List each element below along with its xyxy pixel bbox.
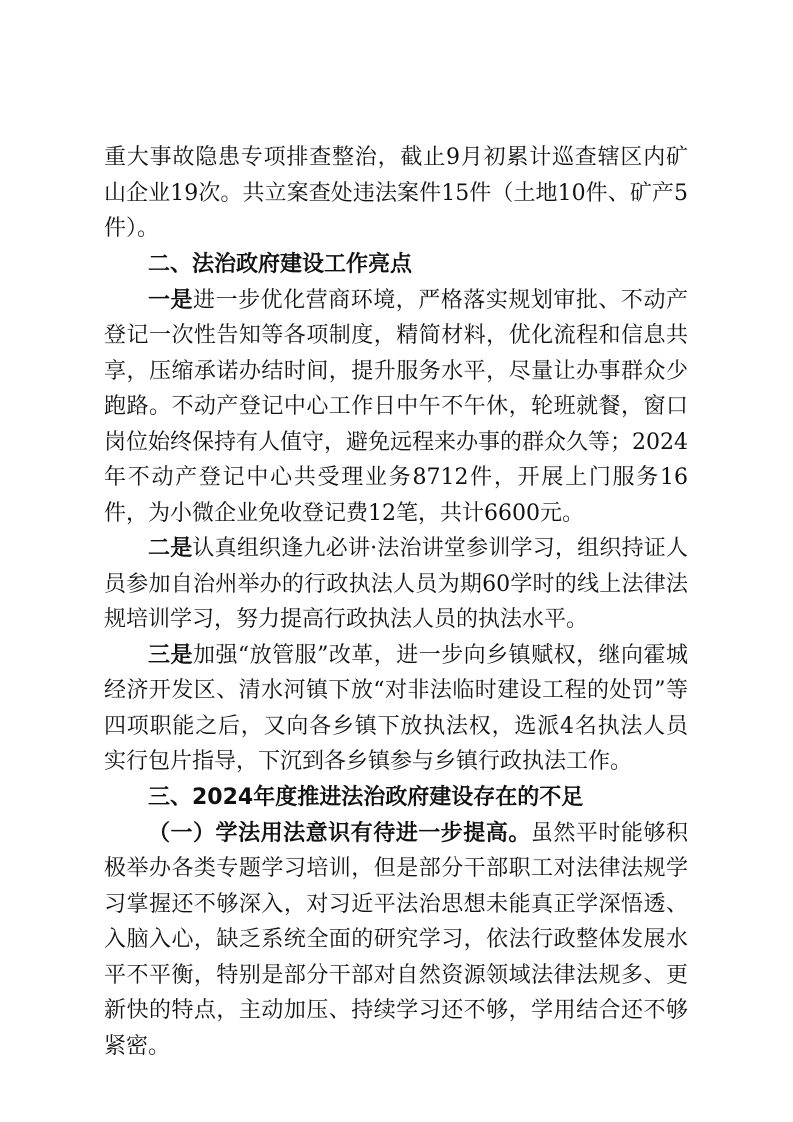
item-text: 加强“放管服”改革，进一步向乡镇赋权，继向霍城经济开发区、清水河镇下放“对非法临时建设工程的处罚”等四项职能之后，又向各乡镇下放执法权，选派4名执法人员实行包片指导，下沉到各乡镇参与乡镇行政执法工作。 (104, 642, 688, 774)
section-2-item-1 (104, 283, 688, 532)
item-lead: 三是 (148, 642, 193, 668)
intro-paragraph (104, 140, 688, 247)
item-lead: 二是 (148, 536, 193, 561)
section-3-heading: 三、2024年度推进法治政府建设存在的不足 (148, 784, 584, 810)
section-3-item-1 (104, 816, 688, 1065)
item-text: 虽然平时能够积极举办各类专题学习培训，但是部分干部职工对法律法规学习掌握还不够深入，对习近平法治思想未能真正学深悟透、入脑入心，缺乏系统全面的研究学习，依法行政整体发展水平不平衡，特别是部分干部对自然资源领域法律法规多、更新快的特点，主动加压、持续学习还不够，学用结合还不够紧密。 (104, 820, 688, 1059)
item-text: 进一步优化营商环境，严格落实规划审批、不动产登记一次性告知等各项制度，精简材料，优化流程和信息共享，压缩承诺办结时间，提升服务水平，尽量让办事群众少跑路。不动产登记中心工作日中午不午休，轮班就餐，窗口岗位始终保持有人值守，避免远程来办事的群众久等；2024年不动产登记中心共受理业务8712件，开展上门服务16件，为小微企业免收登记费12笔，共计6600元。 (104, 287, 688, 526)
section-2-heading: 二、法治政府建设工作亮点 (148, 251, 413, 277)
item-lead: （一）学法用法意识有待进一步提高。 (148, 820, 531, 846)
section-2-item-3 (104, 638, 688, 780)
item-lead: 一是 (148, 287, 194, 313)
document-page (104, 140, 688, 1064)
section-2-item-2 (104, 531, 688, 638)
intro-text: 重大事故隐患专项排查整治，截止9月初累计巡查辖区内矿山企业19次。共立案查处违法案件15件（土地10件、矿产5件）。 (104, 145, 688, 241)
item-text: 认真组织逢九必讲·法治讲堂参训学习，组织持证人员参加自治州举办的行政执法人员为期60学时的线上法律法规培训学习，努力提高行政执法人员的执法水平。 (104, 536, 688, 632)
